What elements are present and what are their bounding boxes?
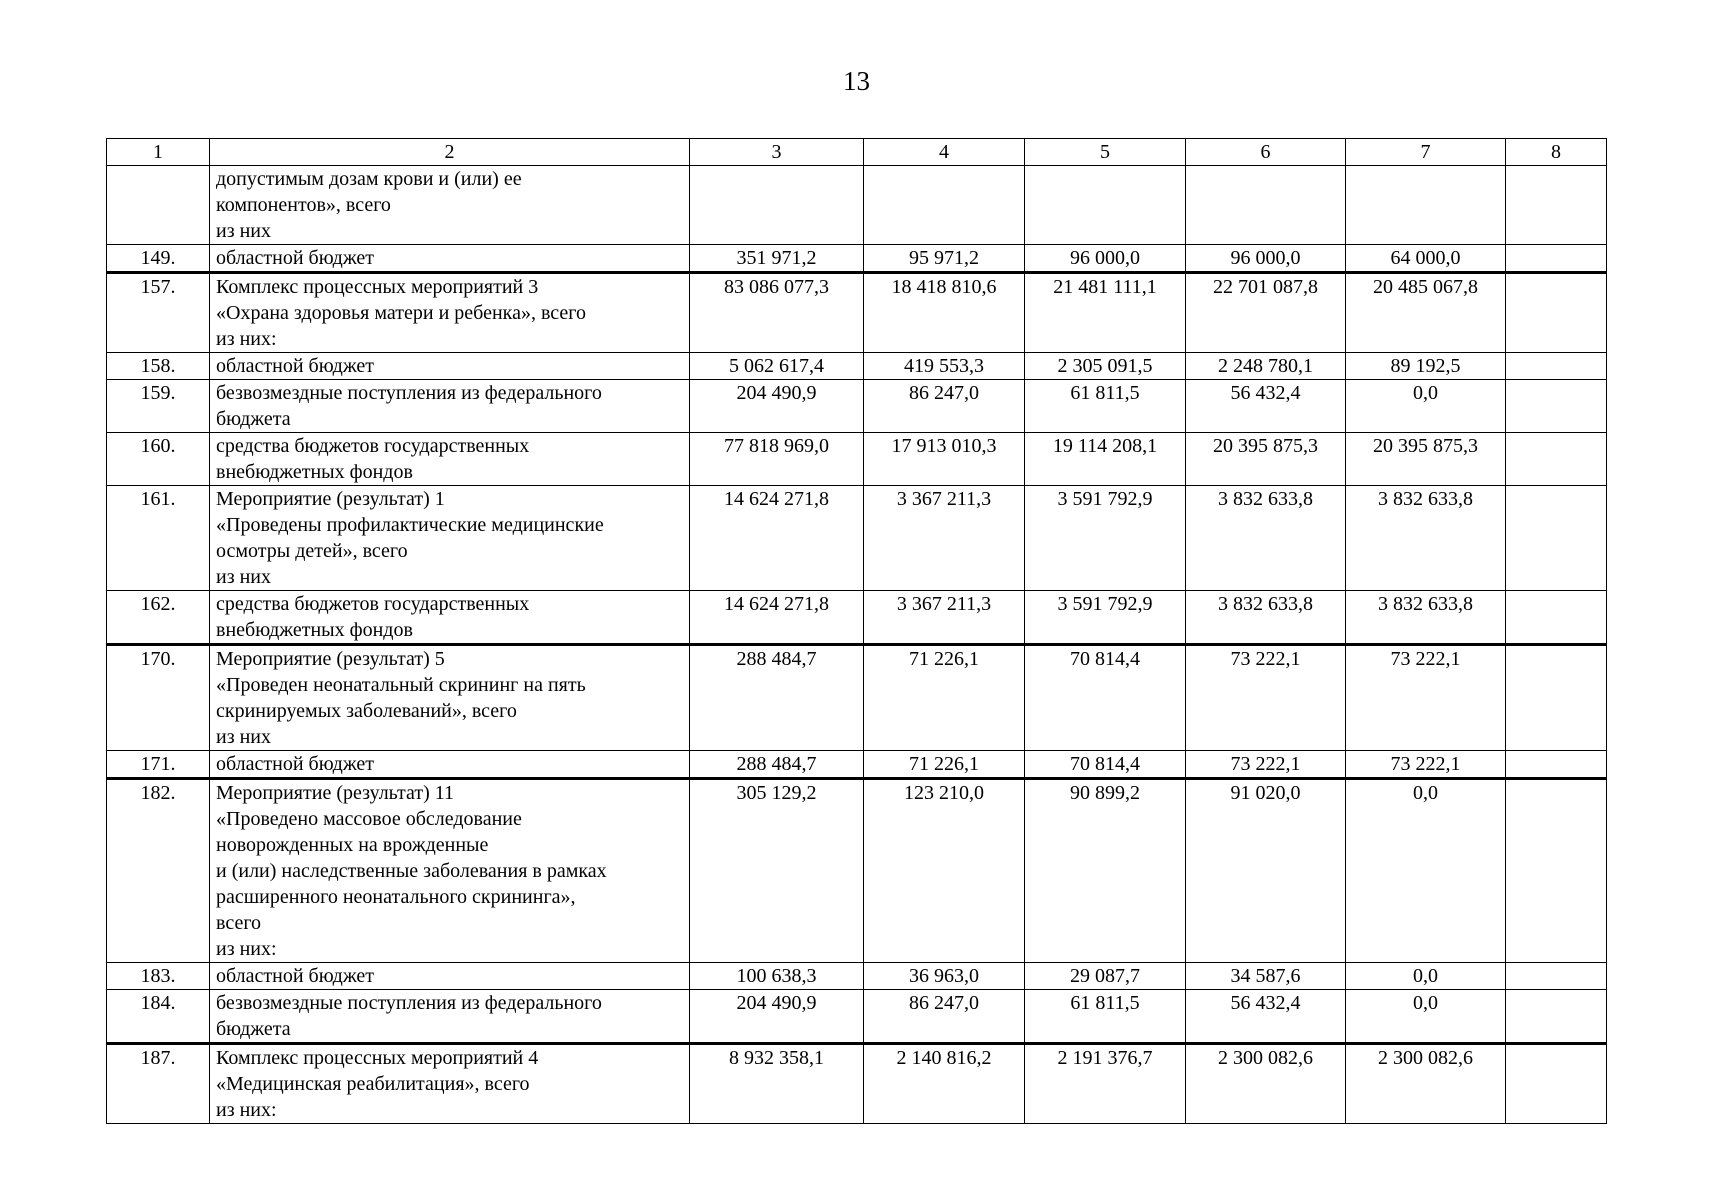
row-name-line: бюджета: [216, 1018, 291, 1040]
row-name: [210, 273, 690, 353]
row-number: 187.: [107, 1044, 210, 1124]
value-col-5: 29 087,7: [1025, 963, 1186, 990]
row-number: [107, 166, 210, 245]
value-col-5: 3 591 792,9: [1025, 591, 1186, 645]
value-col-6: 20 395 875,3: [1186, 433, 1346, 486]
value-col-5: 2 191 376,7: [1025, 1044, 1186, 1124]
value-col-8: [1506, 963, 1607, 990]
row-name-line: внебюджетных фондов: [216, 461, 413, 483]
value-col-5: 19 114 208,1: [1025, 433, 1186, 486]
table-row: [107, 779, 1607, 963]
table-row: [107, 486, 1607, 591]
value-col-4: 71 226,1: [864, 751, 1025, 779]
column-header-8: 8: [1506, 139, 1607, 166]
value-col-8: [1506, 486, 1607, 591]
row-number: 157.: [107, 273, 210, 353]
value-col-3: 83 086 077,3: [690, 273, 864, 353]
value-col-3: 351 971,2: [690, 245, 864, 273]
value-col-5: 61 811,5: [1025, 380, 1186, 433]
value-col-7: 3 832 633,8: [1346, 486, 1506, 591]
value-col-4: 18 418 810,6: [864, 273, 1025, 353]
table-row: [107, 1044, 1607, 1124]
value-col-5: 3 591 792,9: [1025, 486, 1186, 591]
row-name: [210, 245, 690, 273]
row-name-line: «Проведен неонатальный скрининг на пять: [216, 674, 586, 696]
row-number: 158.: [107, 353, 210, 380]
value-col-8: [1506, 166, 1607, 245]
value-col-4: 86 247,0: [864, 990, 1025, 1044]
value-col-7: 0,0: [1346, 963, 1506, 990]
column-header-4: 4: [864, 139, 1025, 166]
table-row: [107, 380, 1607, 433]
row-name-line: средства бюджетов государственных: [216, 593, 530, 615]
row-name-line: допустимым дозам крови и (или) ее: [216, 168, 522, 190]
value-col-8: [1506, 353, 1607, 380]
row-name-line: «Медицинская реабилитация», всего: [216, 1073, 530, 1095]
row-name-line: всего: [216, 912, 262, 934]
row-name: [210, 779, 690, 963]
value-col-4: [864, 166, 1025, 245]
value-col-6: 2 248 780,1: [1186, 353, 1346, 380]
row-number: 182.: [107, 779, 210, 963]
value-col-7: 73 222,1: [1346, 645, 1506, 751]
value-col-6: 73 222,1: [1186, 751, 1346, 779]
row-number: 183.: [107, 963, 210, 990]
row-name: [210, 380, 690, 433]
table-row: [107, 963, 1607, 990]
value-col-8: [1506, 1044, 1607, 1124]
value-col-7: 0,0: [1346, 380, 1506, 433]
row-name-line: Мероприятие (результат) 5: [216, 648, 445, 670]
row-name-line: областной бюджет: [216, 247, 375, 269]
table-row: [107, 751, 1607, 779]
row-name: [210, 1044, 690, 1124]
value-col-3: 204 490,9: [690, 380, 864, 433]
row-name: [210, 591, 690, 645]
table-row: [107, 273, 1607, 353]
value-col-8: [1506, 591, 1607, 645]
value-col-7: 20 395 875,3: [1346, 433, 1506, 486]
value-col-6: [1186, 166, 1346, 245]
value-col-6: 96 000,0: [1186, 245, 1346, 273]
value-col-3: 5 062 617,4: [690, 353, 864, 380]
row-name-line: средства бюджетов государственных: [216, 435, 530, 457]
value-col-4: 2 140 816,2: [864, 1044, 1025, 1124]
value-col-6: 3 832 633,8: [1186, 486, 1346, 591]
budget-table: [106, 138, 1607, 1124]
value-col-7: 3 832 633,8: [1346, 591, 1506, 645]
row-name: [210, 751, 690, 779]
value-col-7: 2 300 082,6: [1346, 1044, 1506, 1124]
row-name-line: областной бюджет: [216, 753, 375, 775]
row-name: [210, 433, 690, 486]
row-name-line: Комплекс процессных мероприятий 3: [216, 276, 539, 298]
value-col-8: [1506, 245, 1607, 273]
value-col-3: 14 624 271,8: [690, 486, 864, 591]
row-name-line: внебюджетных фондов: [216, 619, 413, 641]
value-col-3: 288 484,7: [690, 645, 864, 751]
row-name-line: Мероприятие (результат) 11: [216, 782, 455, 804]
row-name-line: безвозмездные поступления из федерального: [216, 992, 602, 1014]
row-name: [210, 645, 690, 751]
value-col-5: [1025, 166, 1186, 245]
column-header-2: 2: [210, 139, 690, 166]
value-col-8: [1506, 645, 1607, 751]
value-col-7: 0,0: [1346, 990, 1506, 1044]
row-name-line: из них:: [216, 1099, 277, 1121]
value-col-4: 95 971,2: [864, 245, 1025, 273]
value-col-3: 100 638,3: [690, 963, 864, 990]
row-name-line: «Проведены профилактические медицинские: [216, 514, 604, 536]
value-col-7: 20 485 067,8: [1346, 273, 1506, 353]
row-name-line: новорожденных на врожденные: [216, 834, 489, 856]
row-name-line: из них: [216, 566, 272, 588]
table-body: [107, 166, 1607, 1124]
value-col-6: 91 020,0: [1186, 779, 1346, 963]
table-row: [107, 645, 1607, 751]
row-name: [210, 353, 690, 380]
table-row: [107, 166, 1607, 245]
value-col-4: 36 963,0: [864, 963, 1025, 990]
value-col-3: 305 129,2: [690, 779, 864, 963]
value-col-4: 3 367 211,3: [864, 591, 1025, 645]
value-col-6: 2 300 082,6: [1186, 1044, 1346, 1124]
row-name-line: из них: [216, 220, 272, 242]
value-col-7: [1346, 166, 1506, 245]
value-col-7: 64 000,0: [1346, 245, 1506, 273]
row-name-line: и (или) наследственные заболевания в рамках: [216, 860, 607, 882]
row-number: 149.: [107, 245, 210, 273]
value-col-8: [1506, 433, 1607, 486]
row-name-line: «Охрана здоровья матери и ребенка», всего: [216, 302, 586, 324]
row-number: 170.: [107, 645, 210, 751]
row-name: [210, 963, 690, 990]
row-name-line: скринируемых заболеваний», всего: [216, 700, 517, 722]
table-row: [107, 433, 1607, 486]
value-col-6: 3 832 633,8: [1186, 591, 1346, 645]
table-row: [107, 353, 1607, 380]
value-col-7: 0,0: [1346, 779, 1506, 963]
value-col-8: [1506, 779, 1607, 963]
value-col-5: 90 899,2: [1025, 779, 1186, 963]
value-col-4: 419 553,3: [864, 353, 1025, 380]
column-number-header-row: [107, 139, 1607, 166]
value-col-6: 73 222,1: [1186, 645, 1346, 751]
row-number: 171.: [107, 751, 210, 779]
row-name-line: расширенного неонатального скрининга»,: [216, 886, 576, 908]
value-col-4: 86 247,0: [864, 380, 1025, 433]
value-col-5: 61 811,5: [1025, 990, 1186, 1044]
page-number: 13: [843, 66, 870, 96]
row-name-line: из них:: [216, 938, 277, 960]
value-col-3: 8 932 358,1: [690, 1044, 864, 1124]
row-name-line: областной бюджет: [216, 355, 375, 377]
row-name-line: безвозмездные поступления из федерального: [216, 382, 602, 404]
value-col-4: 17 913 010,3: [864, 433, 1025, 486]
value-col-5: 70 814,4: [1025, 645, 1186, 751]
row-name-line: областной бюджет: [216, 965, 375, 987]
value-col-6: 34 587,6: [1186, 963, 1346, 990]
row-name-line: бюджета: [216, 408, 291, 430]
value-col-5: 96 000,0: [1025, 245, 1186, 273]
table-row: [107, 591, 1607, 645]
value-col-6: 56 432,4: [1186, 990, 1346, 1044]
value-col-7: 73 222,1: [1346, 751, 1506, 779]
column-header-7: 7: [1346, 139, 1506, 166]
row-name-line: компонентов», всего: [216, 194, 391, 216]
value-col-3: 77 818 969,0: [690, 433, 864, 486]
column-header-6: 6: [1186, 139, 1346, 166]
value-col-4: 123 210,0: [864, 779, 1025, 963]
row-number: 184.: [107, 990, 210, 1044]
value-col-5: 2 305 091,5: [1025, 353, 1186, 380]
value-col-3: 288 484,7: [690, 751, 864, 779]
value-col-8: [1506, 990, 1607, 1044]
value-col-8: [1506, 273, 1607, 353]
row-name: [210, 166, 690, 245]
row-name-line: из них:: [216, 328, 277, 350]
row-name-line: Комплекс процессных мероприятий 4: [216, 1047, 539, 1069]
value-col-8: [1506, 380, 1607, 433]
row-number: 162.: [107, 591, 210, 645]
row-number: 159.: [107, 380, 210, 433]
column-header-5: 5: [1025, 139, 1186, 166]
value-col-3: 14 624 271,8: [690, 591, 864, 645]
row-name: [210, 990, 690, 1044]
value-col-8: [1506, 751, 1607, 779]
row-name-line: осмотры детей», всего: [216, 540, 408, 562]
table-row: [107, 990, 1607, 1044]
table-row: [107, 245, 1607, 273]
row-name: [210, 486, 690, 591]
row-number: 161.: [107, 486, 210, 591]
value-col-6: 56 432,4: [1186, 380, 1346, 433]
column-header-1: 1: [107, 139, 210, 166]
row-number: 160.: [107, 433, 210, 486]
value-col-6: 22 701 087,8: [1186, 273, 1346, 353]
row-name-line: Мероприятие (результат) 1: [216, 488, 445, 510]
value-col-7: 89 192,5: [1346, 353, 1506, 380]
row-name-line: «Проведено массовое обследование: [216, 808, 522, 830]
column-header-3: 3: [690, 139, 864, 166]
value-col-5: 21 481 111,1: [1025, 273, 1186, 353]
value-col-3: 204 490,9: [690, 990, 864, 1044]
value-col-4: 3 367 211,3: [864, 486, 1025, 591]
value-col-3: [690, 166, 864, 245]
row-name-line: из них: [216, 726, 272, 748]
value-col-4: 71 226,1: [864, 645, 1025, 751]
value-col-5: 70 814,4: [1025, 751, 1186, 779]
